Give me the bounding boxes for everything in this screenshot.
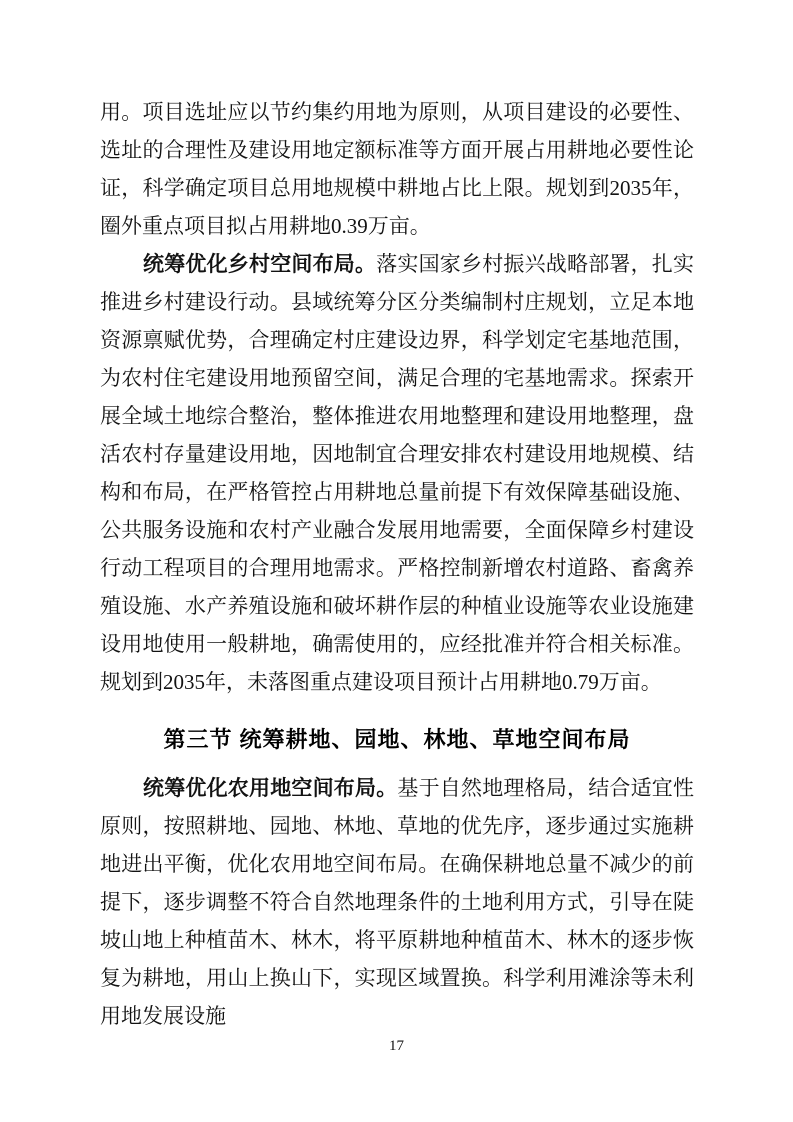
section-heading: 第三节 统筹耕地、园地、林地、草地空间布局	[163, 727, 631, 752]
paragraph-text: 基于自然地理格局，结合适宜性原则，按照耕地、园地、林地、草地的优先序，逐步通过实施耕地进出平衡，优化农用地空间布局。在确保耕地总量不减少的前提下，逐步调整不符合自然地理条件的土地利用方式，引导在陡坡山地上种植苗木、林木，将平原耕地种植苗木、林木的逐步恢复为耕地，用山上换山下，实现区域置换。科学利用滩涂等未利用地发展设施	[100, 776, 695, 1028]
paragraph-lead-bold: 统筹优化农用地空间布局。	[143, 776, 398, 800]
paragraph-agricultural-land-layout	[100, 769, 694, 1035]
paragraph-text: 用。项目选址应以节约集约用地为原则，从项目建设的必要性、选址的合理性及建设用地定额标准等方面开展占用耕地必要性论证，科学确定项目总用地规模中耕地占比上限。规划到2035年，圈外重点项目拟占用耕地0.39万亩。	[100, 100, 694, 238]
text-block	[100, 93, 694, 1035]
paragraph-rural-space-layout	[100, 245, 694, 701]
paragraph-lead-bold: 统筹优化乡村空间布局。	[143, 252, 377, 276]
page-number: 17	[389, 1038, 404, 1054]
paragraph-continuation	[100, 93, 694, 245]
paragraph-text: 落实国家乡村振兴战略部署，扎实推进乡村建设行动。县域统筹分区分类编制村庄规划，立足本地资源禀赋优势，合理确定村庄建设边界，科学划定宅基地范围，为农村住宅建设用地预留空间，满足合理的宅基地需求。探索开展全域土地综合整治，整体推进农用地整理和建设用地整理，盘活农村存量建设用地，因地制宜合理安排农村建设用地规模、结构和布局，在严格管控占用耕地总量前提下有效保障基础设施、公共服务设施和农村产业融合发展用地需要，全面保障乡村建设行动工程项目的合理用地需求。严格控制新增农村道路、畜禽养殖设施、水产养殖设施和破坏耕作层的种植业设施等农业设施建设用地使用一般耕地，确需使用的，应经批准并符合相关标准。规划到2035年，未落图重点建设项目预计占用耕地0.79万亩。	[100, 252, 695, 694]
